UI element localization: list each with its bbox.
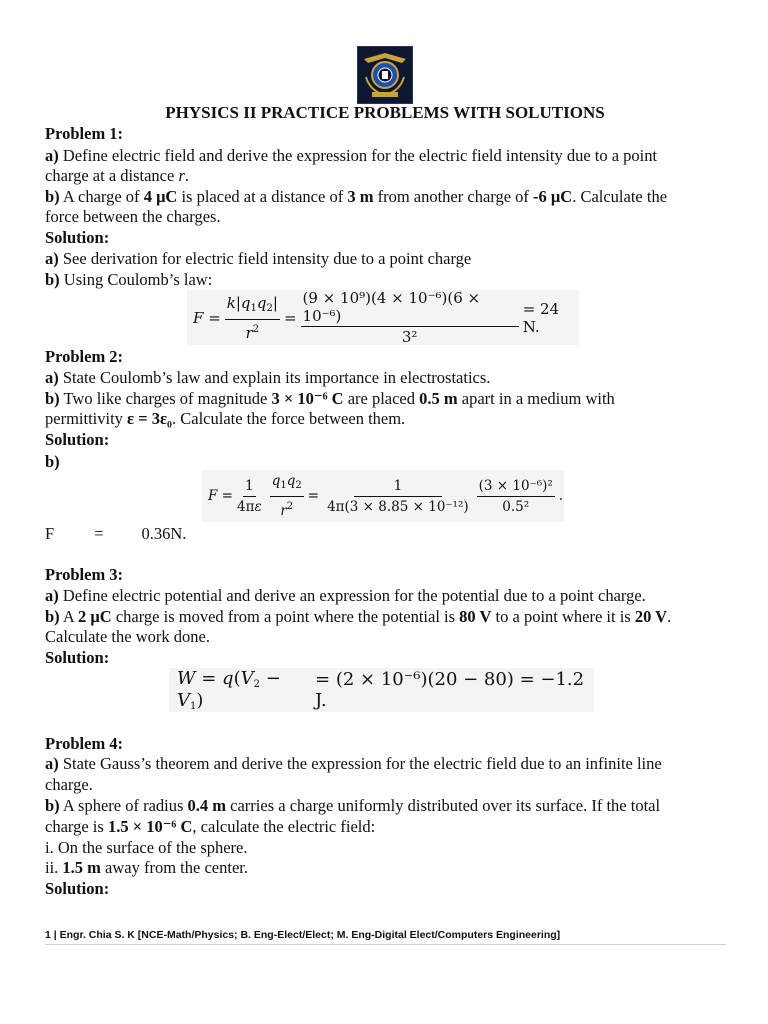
equation-numerator: (9 × 10⁹)(4 × 10⁻⁶)(6 × 10⁻⁶): [301, 289, 519, 327]
equation-denominator-2: 0.5²: [502, 498, 530, 515]
work-equation-value: = (2 × 10⁻⁶)(20 − 80) = −1.2 J.: [315, 669, 585, 711]
problem-1-solution-heading: Solution:: [45, 228, 110, 247]
problem-3-part-b-cont: Calculate the work done.: [45, 627, 210, 646]
force-equation: F = $\frac{1}{4\pi\varepsilon}$ $\frac{q_1q_2}{r^2}$ = $\frac{1}{\text{4π(3 × 8.85 × 10⁻¹²)}}$ $\frac{\text{(3 × 10⁻⁶)²}}{\text{0.5²}}$ .: [202, 470, 564, 522]
equation-denominator: 3²: [401, 328, 418, 346]
problem-2-part-a: a) State Coulomb’s law and explain its importance in electrostatics.: [45, 368, 491, 387]
problem-4-part-b: b) A sphere of radius 0.4 m carries a charge uniformly distributed over its surface. If the total: [45, 796, 661, 815]
problem-4-solution-heading: Solution:: [45, 879, 110, 898]
problem-1-part-a-cont: charge at a distance r.: [45, 166, 190, 185]
problem-3-part-b: b) A 2 μC charge is moved from a point where the potential is 80 V to a point where it is 20 V.: [45, 607, 672, 626]
institution-logo: [357, 46, 413, 104]
coulomb-law-equation: F = $\frac{k|q_1q_2|}{r^2}$ = $\frac{\text{(9 × 10⁹)(4 × 10⁻⁶)(6 × 10⁻⁶)}}{\text{3²}}$ = 24 N.: [187, 290, 579, 345]
problem-2-part-b: b) Two like charges of magnitude 3 × 10⁻⁶ C are placed 0.5 m apart in a medium with: [45, 389, 615, 408]
problem-1-solution-a: a) See derivation for electric field intensity due to a point charge: [45, 249, 472, 268]
problem-4-heading: Problem 4:: [45, 734, 124, 753]
institution-seal-icon: [358, 47, 412, 103]
problem-4-part-a-cont: charge.: [45, 775, 93, 794]
work-equation: $W = q(V_2 - V_1)$ = (2 × 10⁻⁶)(20 − 80) = −1.2 J.: [169, 668, 594, 712]
problem-1-heading: Problem 1:: [45, 124, 124, 143]
problem-3-solution-heading: Solution:: [45, 648, 110, 667]
equation-denominator: 4π(3 × 8.85 × 10⁻¹²): [327, 498, 469, 515]
equation-numerator: (3 × 10⁻⁶)²: [477, 477, 555, 497]
problem-4-part-b-cont: charge is 1.5 × 10⁻⁶ C, calculate the electric field:: [45, 817, 376, 836]
page-footer: 1 | Engr. Chia S. K [NCE-Math/Physics; B. Eng-Elect/Elect; M. Eng-Digital Elect/Computers Engineering]: [45, 929, 561, 941]
problem-2-part-b-cont: permittivity ε = 3ε₀. Calculate the force between them.: [45, 409, 406, 428]
problem-1-part-b-cont: force between the charges.: [45, 207, 221, 226]
problem-2-heading: Problem 2:: [45, 347, 124, 366]
problem-3-heading: Problem 3:: [45, 565, 124, 584]
problem-1-part-a: a) Define electric field and derive the expression for the electric field intensity due to a point: [45, 146, 658, 165]
problem-1-solution-b: b) Using Coulomb’s law:: [45, 270, 213, 289]
problem-2-solution-heading: Solution:: [45, 430, 110, 449]
problem-4-part-a: a) State Gauss’s theorem and derive the expression for the electric field due to an infinite line: [45, 754, 662, 773]
problem-4-item-i: i. On the surface of the sphere.: [45, 838, 248, 857]
problem-4-item-ii: ii. 1.5 m away from the center.: [45, 858, 248, 877]
problem-3-part-a: a) Define electric potential and derive an expression for the potential due to a point charge.: [45, 586, 646, 605]
problem-2-solution-b: b): [45, 452, 60, 471]
equation-result: = 24 N.: [522, 299, 560, 336]
problem-2-result: F = 0.36N.: [45, 524, 187, 543]
problem-1-part-b: b) A charge of 4 μC is placed at a distance of 3 m from another charge of -6 μC. Calculate the: [45, 187, 668, 206]
footer-divider: [45, 944, 726, 945]
page-title: PHYSICS II PRACTICE PROBLEMS WITH SOLUTIONS: [165, 103, 605, 122]
